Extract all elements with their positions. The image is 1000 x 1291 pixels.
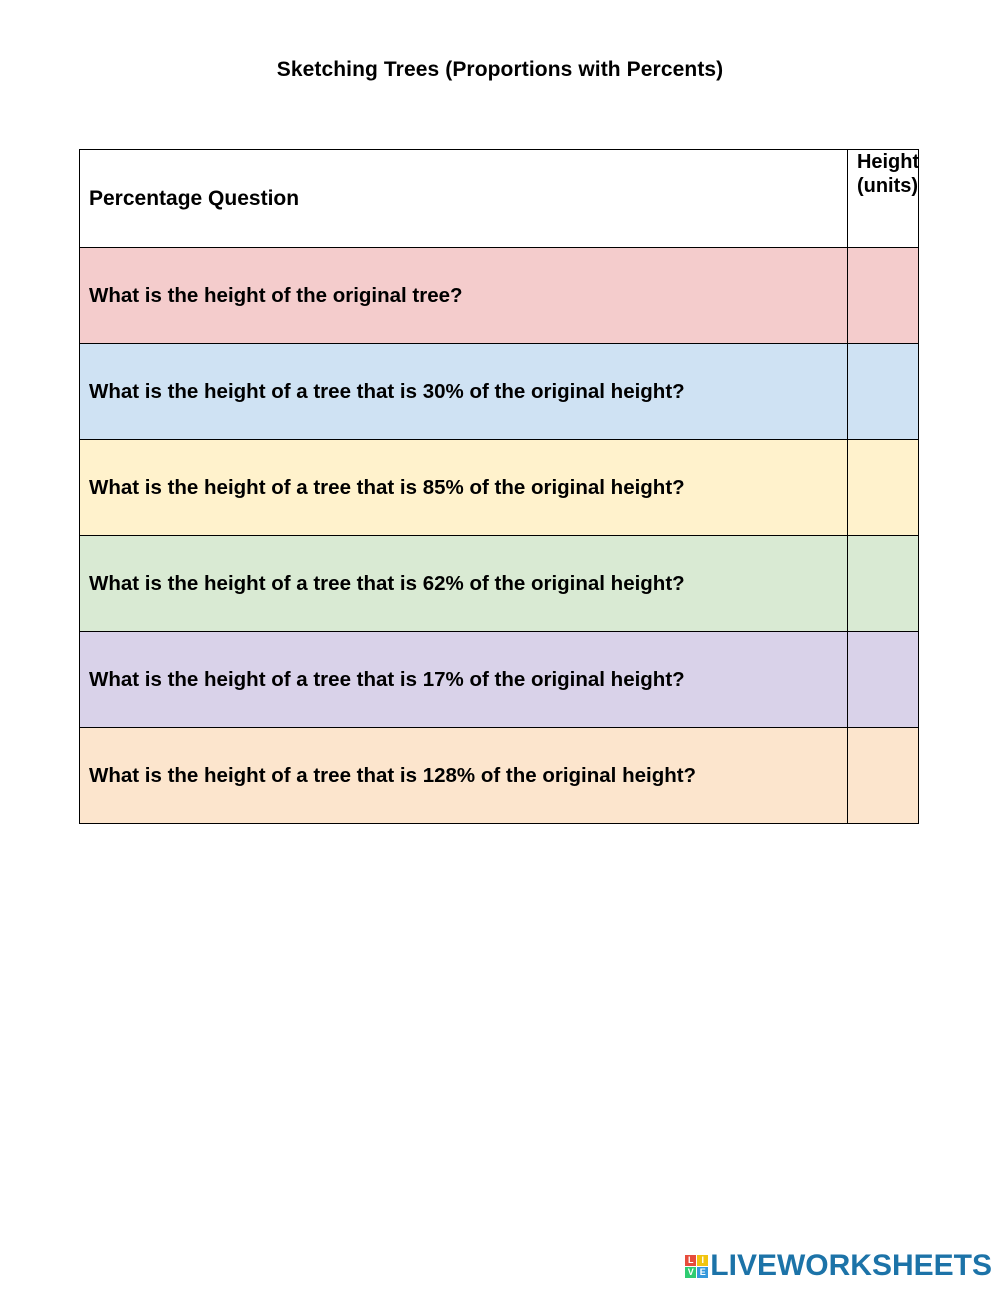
logo-tile: E: [697, 1267, 708, 1278]
table-header-row: [80, 150, 919, 248]
question-cell: What is the height of a tree that is 17% of the original height?: [80, 632, 848, 728]
answer-input-cell[interactable]: [847, 728, 918, 824]
percentage-table: [79, 149, 919, 824]
table-row: [80, 728, 919, 824]
table-row: [80, 536, 919, 632]
brand-wordmark: LIVEWORKSHEETS: [710, 1249, 992, 1282]
header-percentage-question: Percentage Question: [80, 150, 848, 248]
page-title: Sketching Trees (Proportions with Percents): [276, 58, 724, 81]
answer-input-cell[interactable]: [847, 536, 918, 632]
liveworksheets-logo-icon: [685, 1255, 708, 1278]
logo-tile: V: [685, 1267, 696, 1278]
question-cell: What is the height of a tree that is 128% of the original height?: [80, 728, 848, 824]
answer-input-cell[interactable]: [847, 632, 918, 728]
logo-tile: L: [685, 1255, 696, 1266]
header-height-units: Height (units): [847, 150, 918, 248]
table-row: [80, 248, 919, 344]
answer-input-cell[interactable]: [847, 248, 918, 344]
logo-tile: I: [697, 1255, 708, 1266]
answer-input-cell[interactable]: [847, 440, 918, 536]
liveworksheets-brand: [685, 1249, 992, 1283]
question-cell: What is the height of a tree that is 85% of the original height?: [80, 440, 848, 536]
table-row: [80, 344, 919, 440]
table-row: [80, 440, 919, 536]
table-row: [80, 632, 919, 728]
question-cell: What is the height of a tree that is 30% of the original height?: [80, 344, 848, 440]
question-cell: What is the height of a tree that is 62% of the original height?: [80, 536, 848, 632]
answer-input-cell[interactable]: [847, 344, 918, 440]
question-cell: What is the height of the original tree?: [80, 248, 848, 344]
